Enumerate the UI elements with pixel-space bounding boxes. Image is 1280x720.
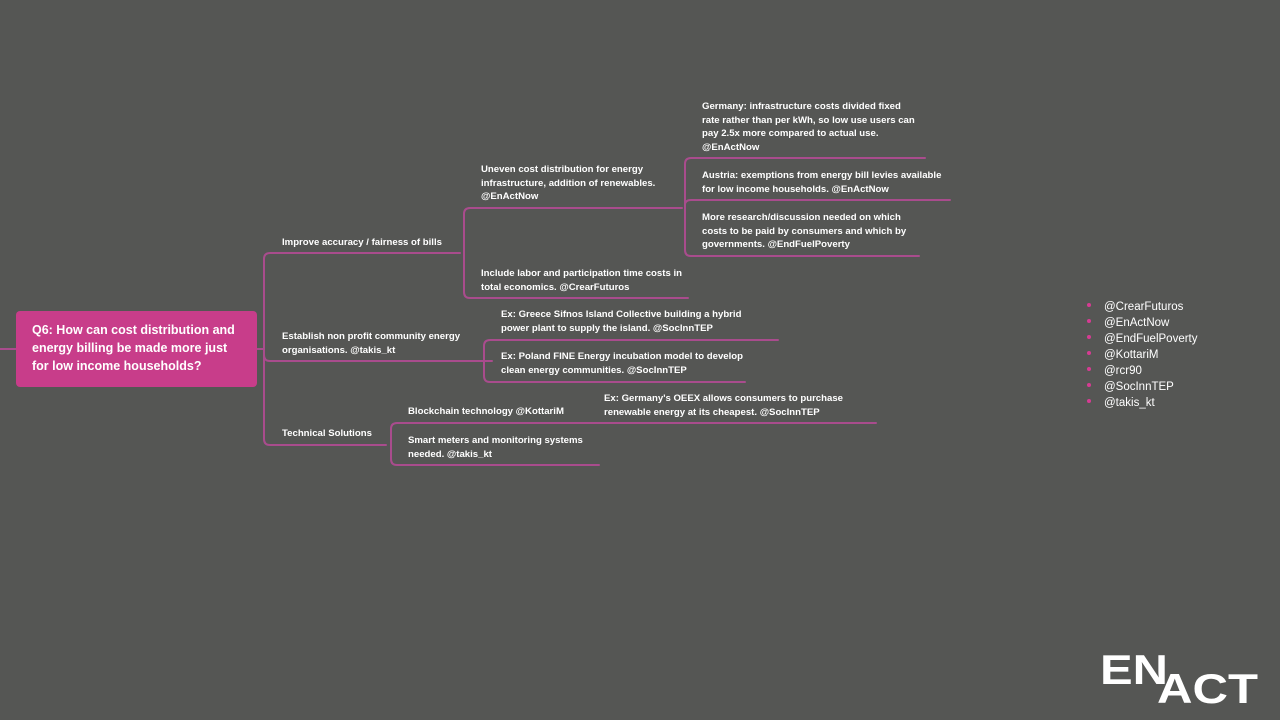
contributor-item[interactable]: @EndFuelPoverty bbox=[1086, 331, 1198, 347]
node-germany-oeex[interactable]: Ex: Germany's OEEX allows consumers to purchase renewable energy at its cheapest. @SocInnTEP bbox=[604, 393, 844, 418]
contributor-item[interactable]: @takis_kt bbox=[1086, 395, 1198, 411]
logo-text-top: EN bbox=[1100, 647, 1168, 693]
branch-nonprofit[interactable]: Establish non profit community energy organisations. @takis_kt bbox=[282, 331, 461, 356]
contributor-item[interactable]: @SocInnTEP bbox=[1086, 379, 1198, 395]
contributor-list bbox=[1086, 299, 1198, 411]
node-uneven-cost[interactable]: Uneven cost distribution for energy infrastructure, addition of renewables. @EnActNow bbox=[481, 164, 656, 203]
branch-technical[interactable]: Technical Solutions bbox=[282, 428, 372, 439]
contributor-item[interactable]: @rcr90 bbox=[1086, 363, 1198, 379]
branch-accuracy[interactable]: Improve accuracy / fairness of bills bbox=[282, 237, 442, 248]
logo-text-bottom: ACT bbox=[1157, 665, 1259, 705]
contributor-item[interactable]: @EnActNow bbox=[1086, 315, 1198, 331]
contributor-item[interactable]: @CrearFuturos bbox=[1086, 299, 1198, 315]
node-more-research[interactable]: More research/discussion needed on which costs to be paid by consumers and which by governments. @EndFuelPoverty bbox=[702, 212, 907, 251]
node-austria-exemptions[interactable]: Austria: exemptions from energy bill levies available for low income households. @EnActNow bbox=[702, 170, 942, 195]
node-germany-infrastructure[interactable]: Germany: infrastructure costs divided fixed rate rather than per kWh, so low use users can pay 2.5x more compared to actual use. @EnActNow bbox=[702, 101, 915, 154]
node-labor-costs[interactable]: Include labor and participation time costs in total economics. @CrearFuturos bbox=[481, 268, 682, 293]
node-blockchain[interactable]: Blockchain technology @KottariM bbox=[408, 406, 564, 417]
enact-logo bbox=[1100, 647, 1260, 705]
contributor-item[interactable]: @KottariM bbox=[1086, 347, 1198, 363]
central-question[interactable]: Q6: How can cost distribution and energy billing be made more just for low income households? bbox=[16, 311, 257, 387]
node-poland-fine[interactable]: Ex: Poland FINE Energy incubation model to develop clean energy communities. @SocInnTEP bbox=[501, 351, 744, 376]
node-smart-meters[interactable]: Smart meters and monitoring systems needed. @takis_kt bbox=[408, 435, 583, 460]
node-greece-sifnos[interactable]: Ex: Greece Sifnos Island Collective building a hybrid power plant to supply the island. @SocInnTEP bbox=[501, 309, 742, 334]
